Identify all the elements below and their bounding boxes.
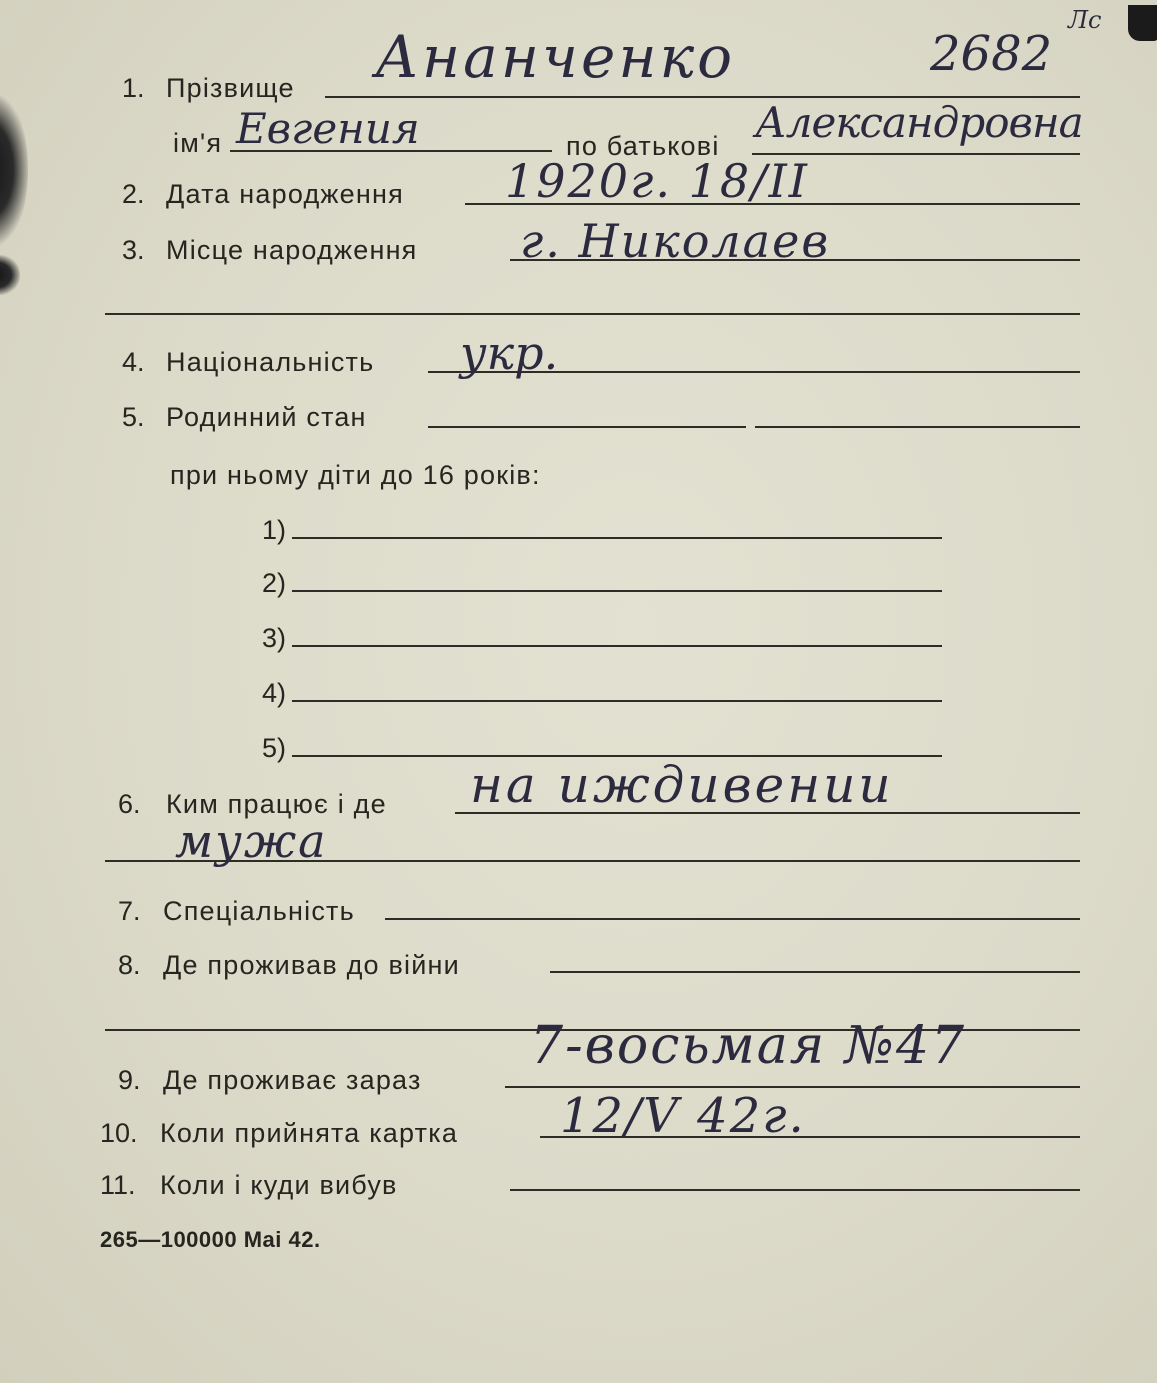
field-11-number: 11.	[100, 1170, 136, 1200]
field-3-label: Місце народження	[166, 235, 418, 265]
field-10-number: 10.	[100, 1118, 138, 1148]
child-3-line	[292, 645, 942, 647]
birthdate-handwritten: 1920г. 18/II	[505, 154, 809, 208]
field-5-number: 5.	[122, 402, 145, 432]
child-1-line	[292, 537, 942, 539]
field-7-label: Спеціальність	[163, 896, 355, 926]
field-4-number: 4.	[122, 347, 145, 377]
field-6-number: 6.	[118, 789, 141, 819]
ink-stain	[0, 95, 28, 245]
field-8-line	[550, 971, 1080, 973]
field-1-label: Прізвище	[166, 73, 295, 103]
child-3-number: 3)	[262, 623, 287, 653]
field-5-line-a	[428, 426, 746, 428]
child-1-number: 1)	[262, 515, 287, 545]
field-10-label: Коли прийнята картка	[160, 1118, 459, 1148]
field-7-number: 7.	[118, 896, 141, 926]
field-11-label: Коли і куди вибув	[160, 1170, 398, 1200]
birthplace-handwritten: г. Николаев	[520, 214, 831, 268]
work-handwritten-line2: мужа	[175, 814, 328, 868]
field-11-line	[510, 1189, 1080, 1191]
current-address-handwritten: 7-восьмая №47	[530, 1016, 967, 1076]
field-2-number: 2.	[122, 179, 145, 209]
field-5-line-b	[755, 426, 1080, 428]
child-2-line	[292, 590, 942, 592]
work-handwritten-line1: на иждивении	[470, 756, 894, 814]
field-3-extra-line	[105, 313, 1080, 315]
child-4-line	[292, 700, 942, 702]
field-1-firstname-label: ім'я	[173, 128, 223, 158]
field-3-number: 3.	[122, 235, 145, 265]
ink-stain-small	[0, 255, 20, 295]
child-5-number: 5)	[262, 733, 287, 763]
firstname-handwritten: Евгения	[236, 104, 420, 153]
field-5-label: Родинний стан	[166, 402, 367, 432]
field-8-number: 8.	[118, 950, 141, 980]
child-2-number: 2)	[262, 568, 287, 598]
children-header: при ньому діти до 16 років:	[170, 460, 541, 490]
field-4-label: Національність	[166, 347, 375, 377]
corner-mark	[1128, 5, 1157, 41]
field-9-number: 9.	[118, 1065, 141, 1095]
card-number-handwritten: 2682	[930, 26, 1053, 82]
field-1-patronymic-label: по батькові	[566, 131, 720, 161]
field-2-label: Дата народження	[166, 179, 404, 209]
card-suffix-handwritten: Лс	[1068, 6, 1102, 34]
patronymic-handwritten: Алексан​дровна	[755, 98, 1083, 147]
child-4-number: 4)	[262, 678, 287, 708]
print-code: 265—100000 Mai 42.	[100, 1227, 321, 1252]
field-7-line	[385, 918, 1080, 920]
field-1-number: 1.	[122, 73, 145, 103]
field-8-label: Де проживав до війни	[163, 950, 460, 980]
card-date-handwritten: 12/V 42г.	[560, 1088, 806, 1144]
surname-handwritten: Ананченко	[375, 23, 736, 91]
field-6-label: Ким працює і де	[166, 789, 387, 819]
field-9-label: Де проживає зараз	[163, 1065, 422, 1095]
nationality-handwritten: укр.	[460, 326, 559, 380]
